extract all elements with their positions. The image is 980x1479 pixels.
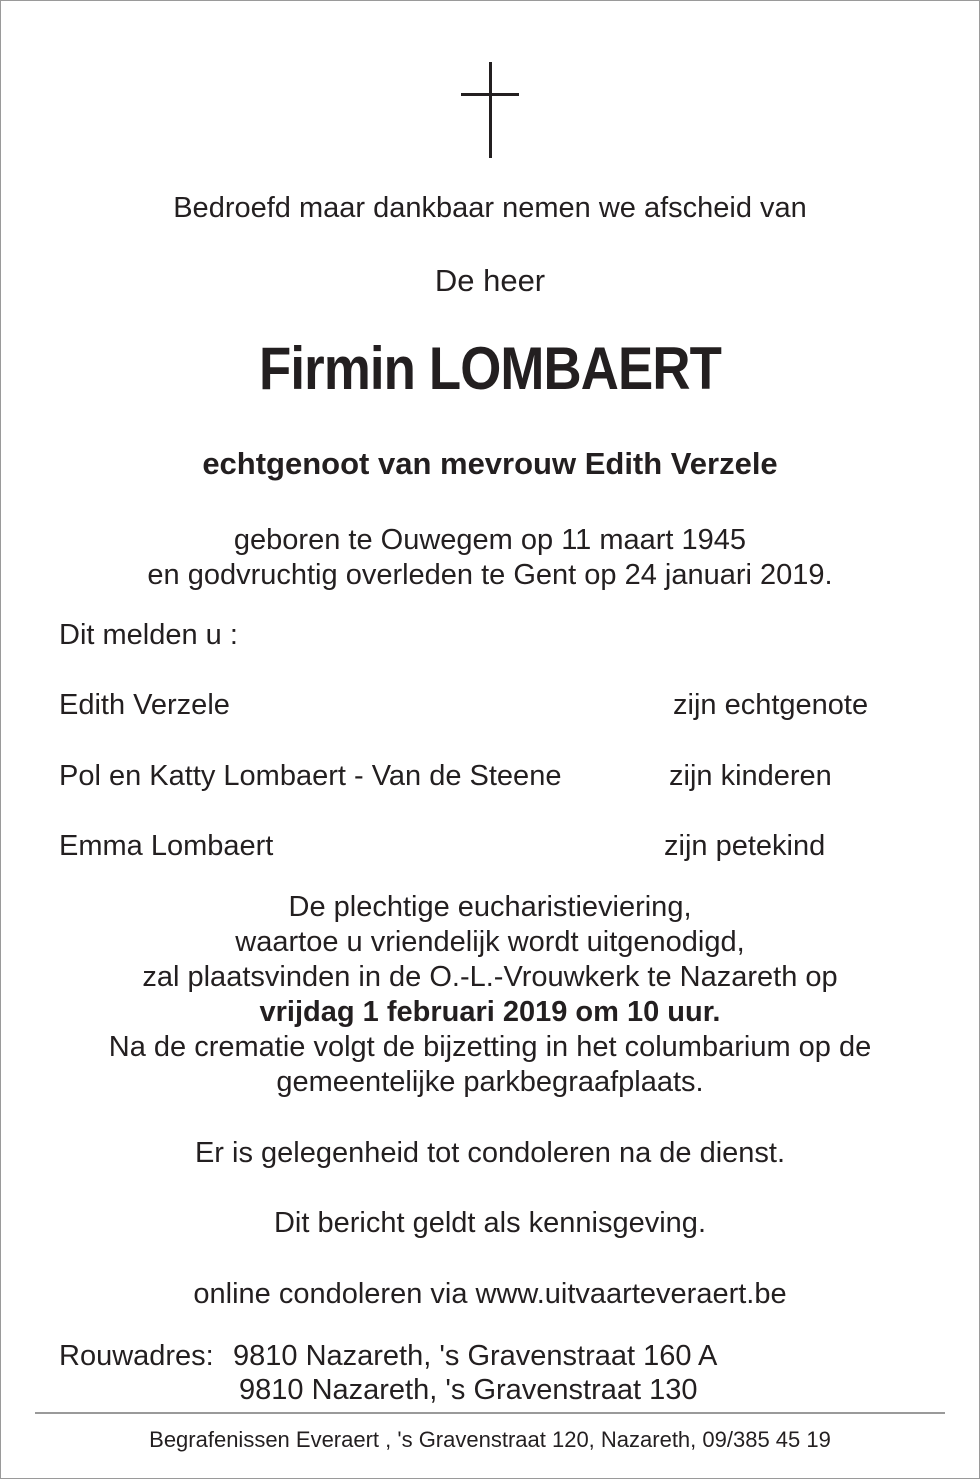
cross-icon: [461, 62, 521, 160]
address-line: 9810 Nazareth, 's Gravenstraat 160 A: [233, 1340, 718, 1372]
footer-text: Begrafenissen Everaert , 's Gravenstraat 120, Nazareth, 09/385 45 19: [149, 1427, 831, 1452]
ceremony-line: waartoe u vriendelijk wordt uitgenodigd,: [235, 926, 745, 958]
deceased-name: Firmin LOMBAERT: [259, 335, 721, 402]
divider: [35, 1412, 945, 1414]
ceremony-line: De plechtige eucharistieviering,: [288, 891, 692, 923]
family-relation: zijn echtgenote: [673, 689, 869, 721]
announce-label: Dit melden u :: [59, 619, 238, 651]
condolence-line: Er is gelegenheid tot condoleren na de dienst.: [194, 1137, 786, 1169]
address-line: 9810 Nazareth, 's Gravenstraat 130: [239, 1374, 698, 1406]
born-line: geboren te Ouwegem op 11 maart 1945: [233, 524, 747, 556]
died-line: en godvruchtig overleden te Gent op 24 januari 2019.: [147, 559, 833, 591]
ceremony-line: gemeentelijke parkbegraafplaats.: [276, 1066, 704, 1098]
title-prefix: De heer: [434, 263, 546, 298]
family-name: Pol en Katty Lombaert - Van de Steene: [59, 760, 562, 792]
family-relation: zijn kinderen: [669, 760, 832, 792]
notice-line: Dit bericht geldt als kennisgeving.: [273, 1207, 706, 1239]
family-relation: zijn petekind: [664, 830, 826, 862]
family-name: Emma Lombaert: [59, 830, 274, 862]
ceremony-date: vrijdag 1 februari 2019 om 10 uur.: [259, 996, 721, 1028]
ceremony-line: Na de crematie volgt de bijzetting in het columbarium op de: [108, 1031, 872, 1063]
online-condolence-line: online condoleren via www.uitvaarteveraert.be: [193, 1278, 787, 1310]
family-name: Edith Verzele: [59, 689, 230, 721]
ceremony-line: zal plaatsvinden in de O.-L.-Vrouwkerk te Nazareth op: [142, 961, 838, 993]
intro-text: Bedroefd maar dankbaar nemen we afscheid van: [173, 192, 807, 224]
spouse-line: echtgenoot van mevrouw Edith Verzele: [202, 446, 778, 481]
address-label: Rouwadres:: [59, 1340, 214, 1372]
